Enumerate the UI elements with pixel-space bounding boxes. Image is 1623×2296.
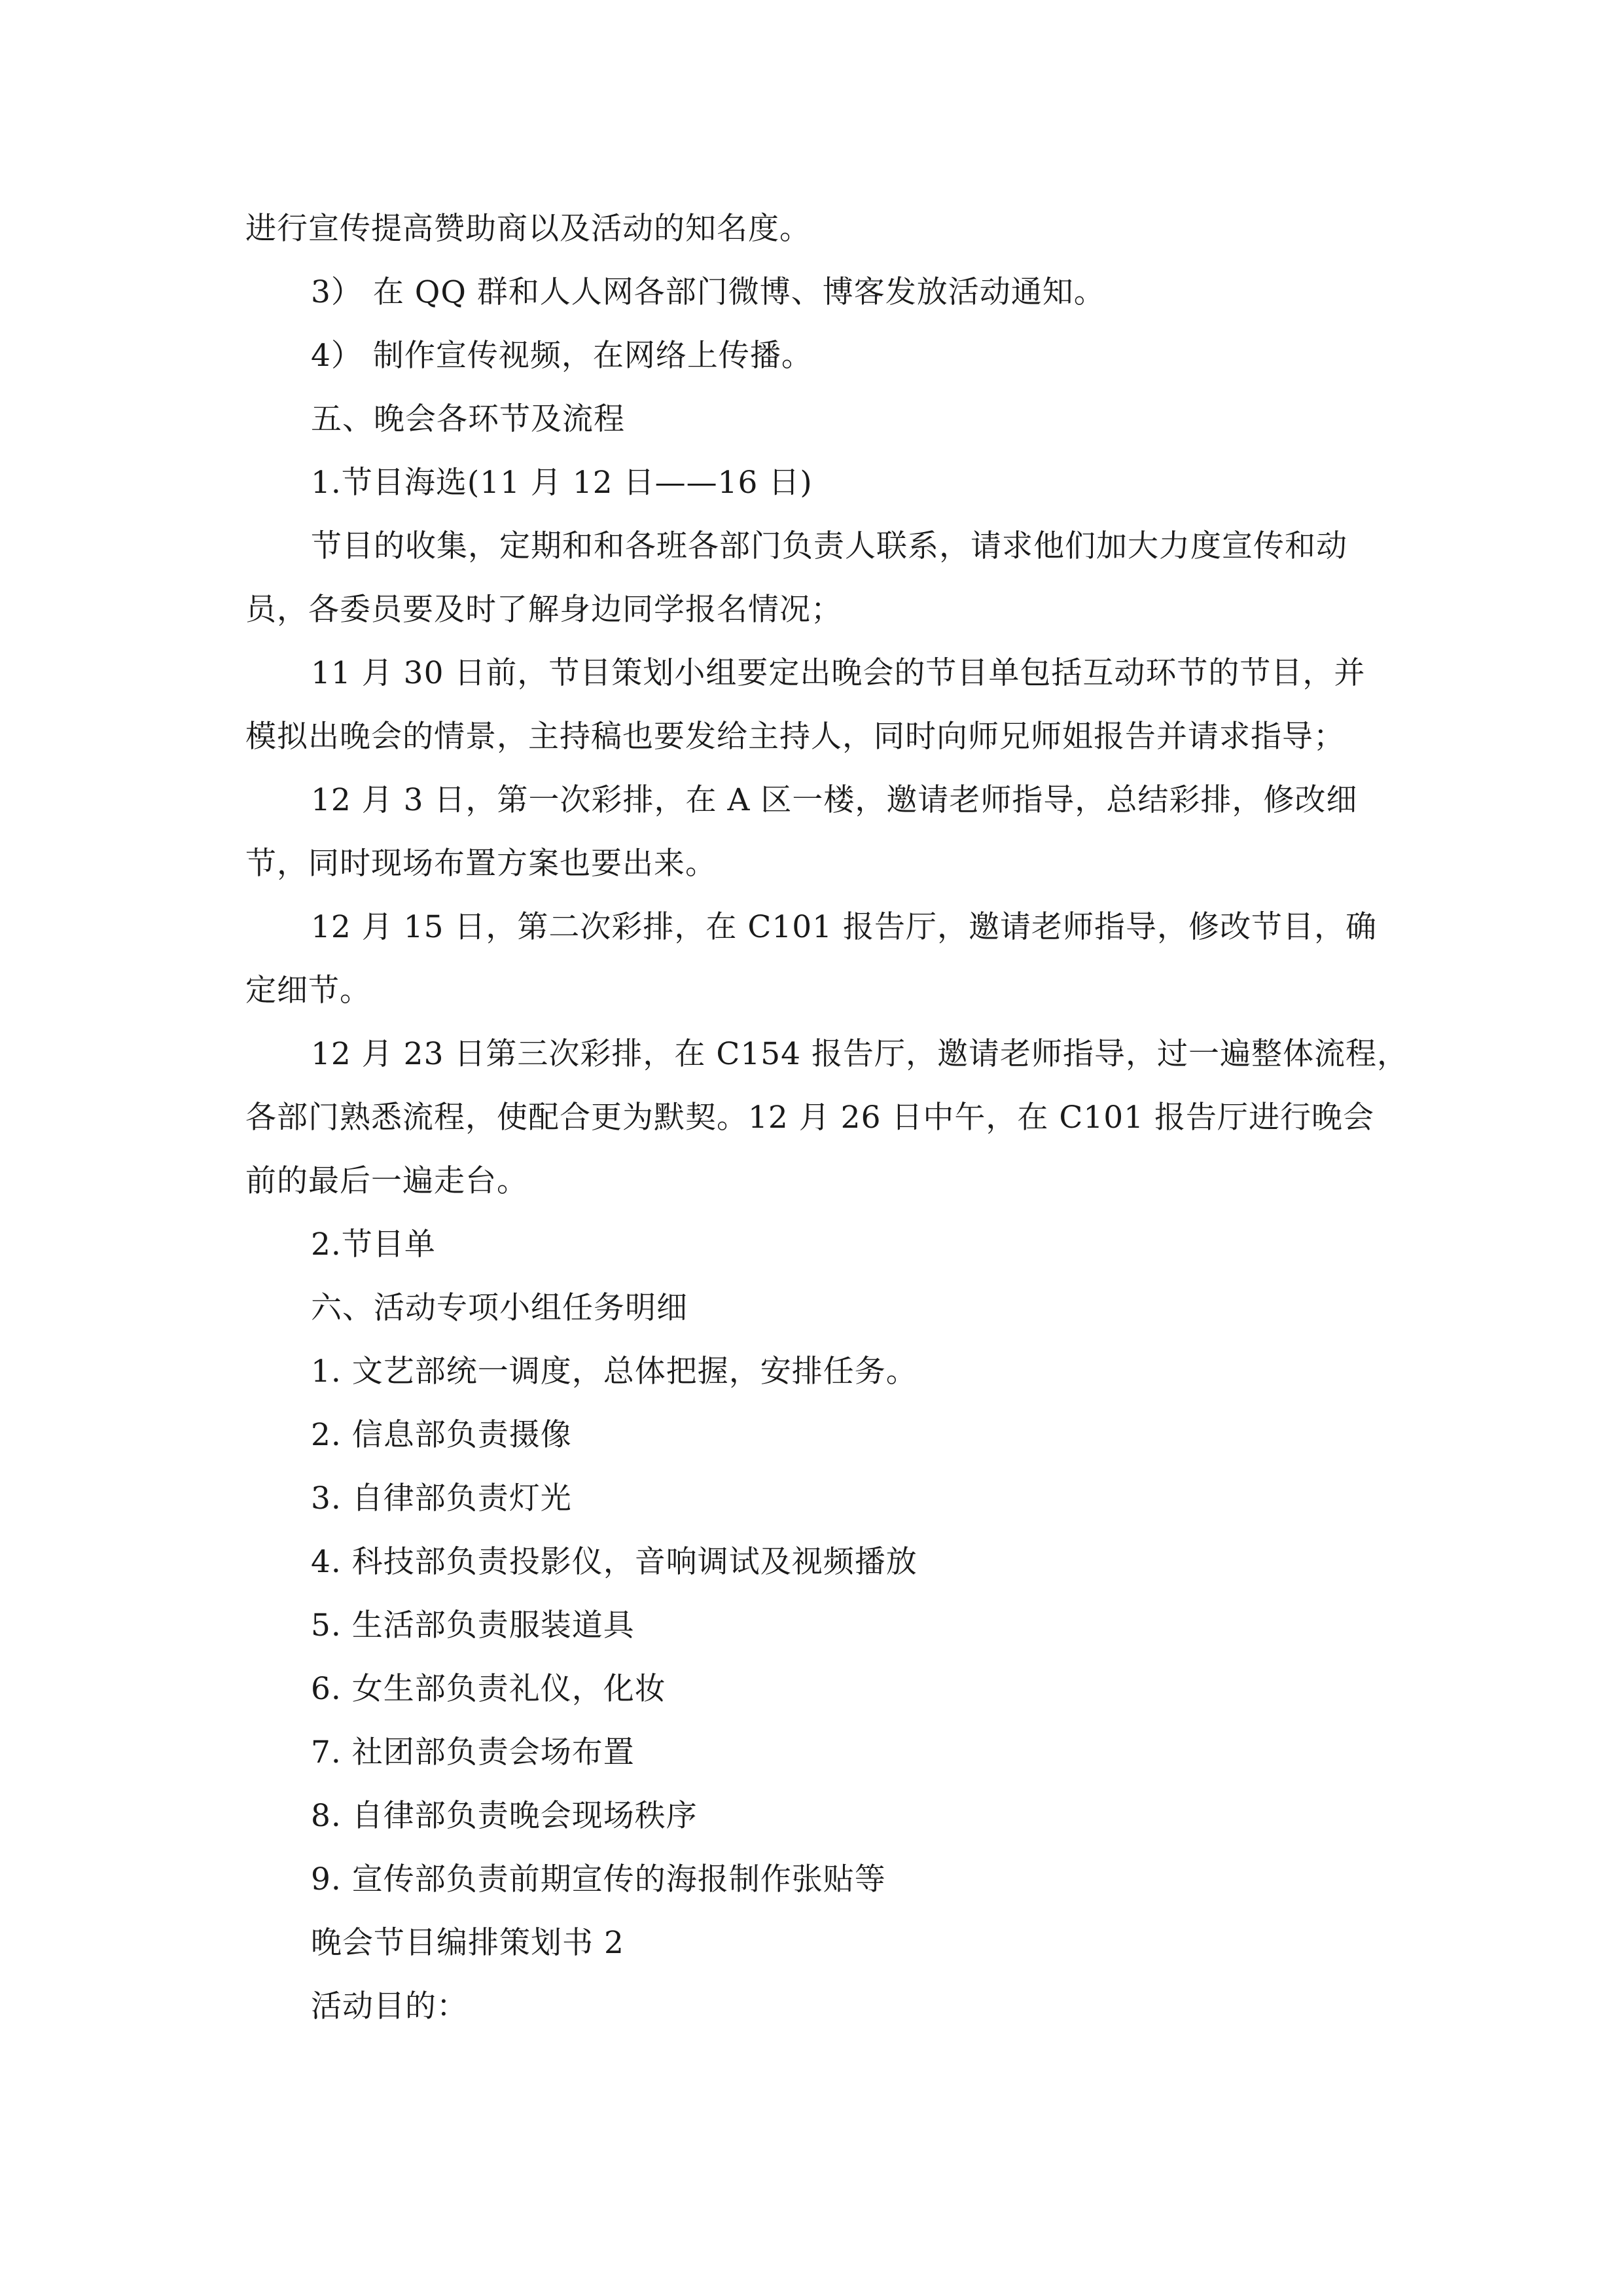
text-line: 3） 在 QQ 群和人人网各部门微博、博客发放活动通知。 xyxy=(311,274,1105,310)
list-item: 2. 信息部负责摄像 xyxy=(311,1417,572,1453)
text-line: 11 月 30 日前，节目策划小组要定出晚会的节目单包括互动环节的节目，并 xyxy=(311,655,1366,691)
document-title: 晚会节目编排策划书 2 xyxy=(311,1925,624,1961)
text-line: 员，各委员要及时了解身边同学报名情况； xyxy=(245,592,842,628)
text-line: 进行宣传提高赞助商以及活动的知名度。 xyxy=(245,211,811,247)
list-item: 1. 文艺部统一调度，总体把握，安排任务。 xyxy=(311,1354,918,1390)
text-line: 12 月 3 日，第一次彩排，在 A 区一楼，邀请老师指导，总结彩排，修改细 xyxy=(311,782,1358,818)
list-item: 6. 女生部负责礼仪，化妆 xyxy=(311,1671,666,1707)
text-line: 活动目的： xyxy=(311,1988,468,2024)
text-line: 12 月 23 日第三次彩排，在 C154 报告厅，邀请老师指导，过一遍整体流程， xyxy=(311,1036,1408,1072)
subsection-heading: 2.节目单 xyxy=(311,1227,436,1263)
section-heading: 五、晚会各环节及流程 xyxy=(311,401,625,437)
section-heading: 六、活动专项小组任务明细 xyxy=(311,1290,688,1326)
text-line: 前的最后一遍走台。 xyxy=(245,1163,528,1199)
text-line: 12 月 15 日，第二次彩排，在 C101 报告厅，邀请老师指导，修改节目，确 xyxy=(311,909,1377,945)
list-item: 4. 科技部负责投影仪，音响调试及视频播放 xyxy=(311,1544,918,1580)
list-item: 7. 社团部负责会场布置 xyxy=(311,1734,635,1770)
text-line: 定细节。 xyxy=(245,973,371,1009)
list-item: 3. 自律部负责灯光 xyxy=(311,1480,572,1516)
subsection-heading: 1.节目海选(11 月 12 日——16 日) xyxy=(311,465,813,501)
list-item: 5. 生活部负责服装道具 xyxy=(311,1607,635,1643)
list-item: 8. 自律部负责晚会现场秩序 xyxy=(311,1798,698,1834)
text-line: 模拟出晚会的情景，主持稿也要发给主持人，同时向师兄师姐报告并请求指导； xyxy=(245,719,1345,755)
text-line: 4） 制作宣传视频，在网络上传播。 xyxy=(311,338,813,374)
list-item: 9. 宣传部负责前期宣传的海报制作张贴等 xyxy=(311,1861,886,1897)
text-line: 各部门熟悉流程，使配合更为默契。12 月 26 日中午，在 C101 报告厅进行晚会 xyxy=(245,1100,1374,1136)
text-line: 节目的收集，定期和和各班各部门负责人联系，请求他们加大力度宣传和动 xyxy=(311,528,1347,564)
text-line: 节，同时现场布置方案也要出来。 xyxy=(245,846,717,882)
